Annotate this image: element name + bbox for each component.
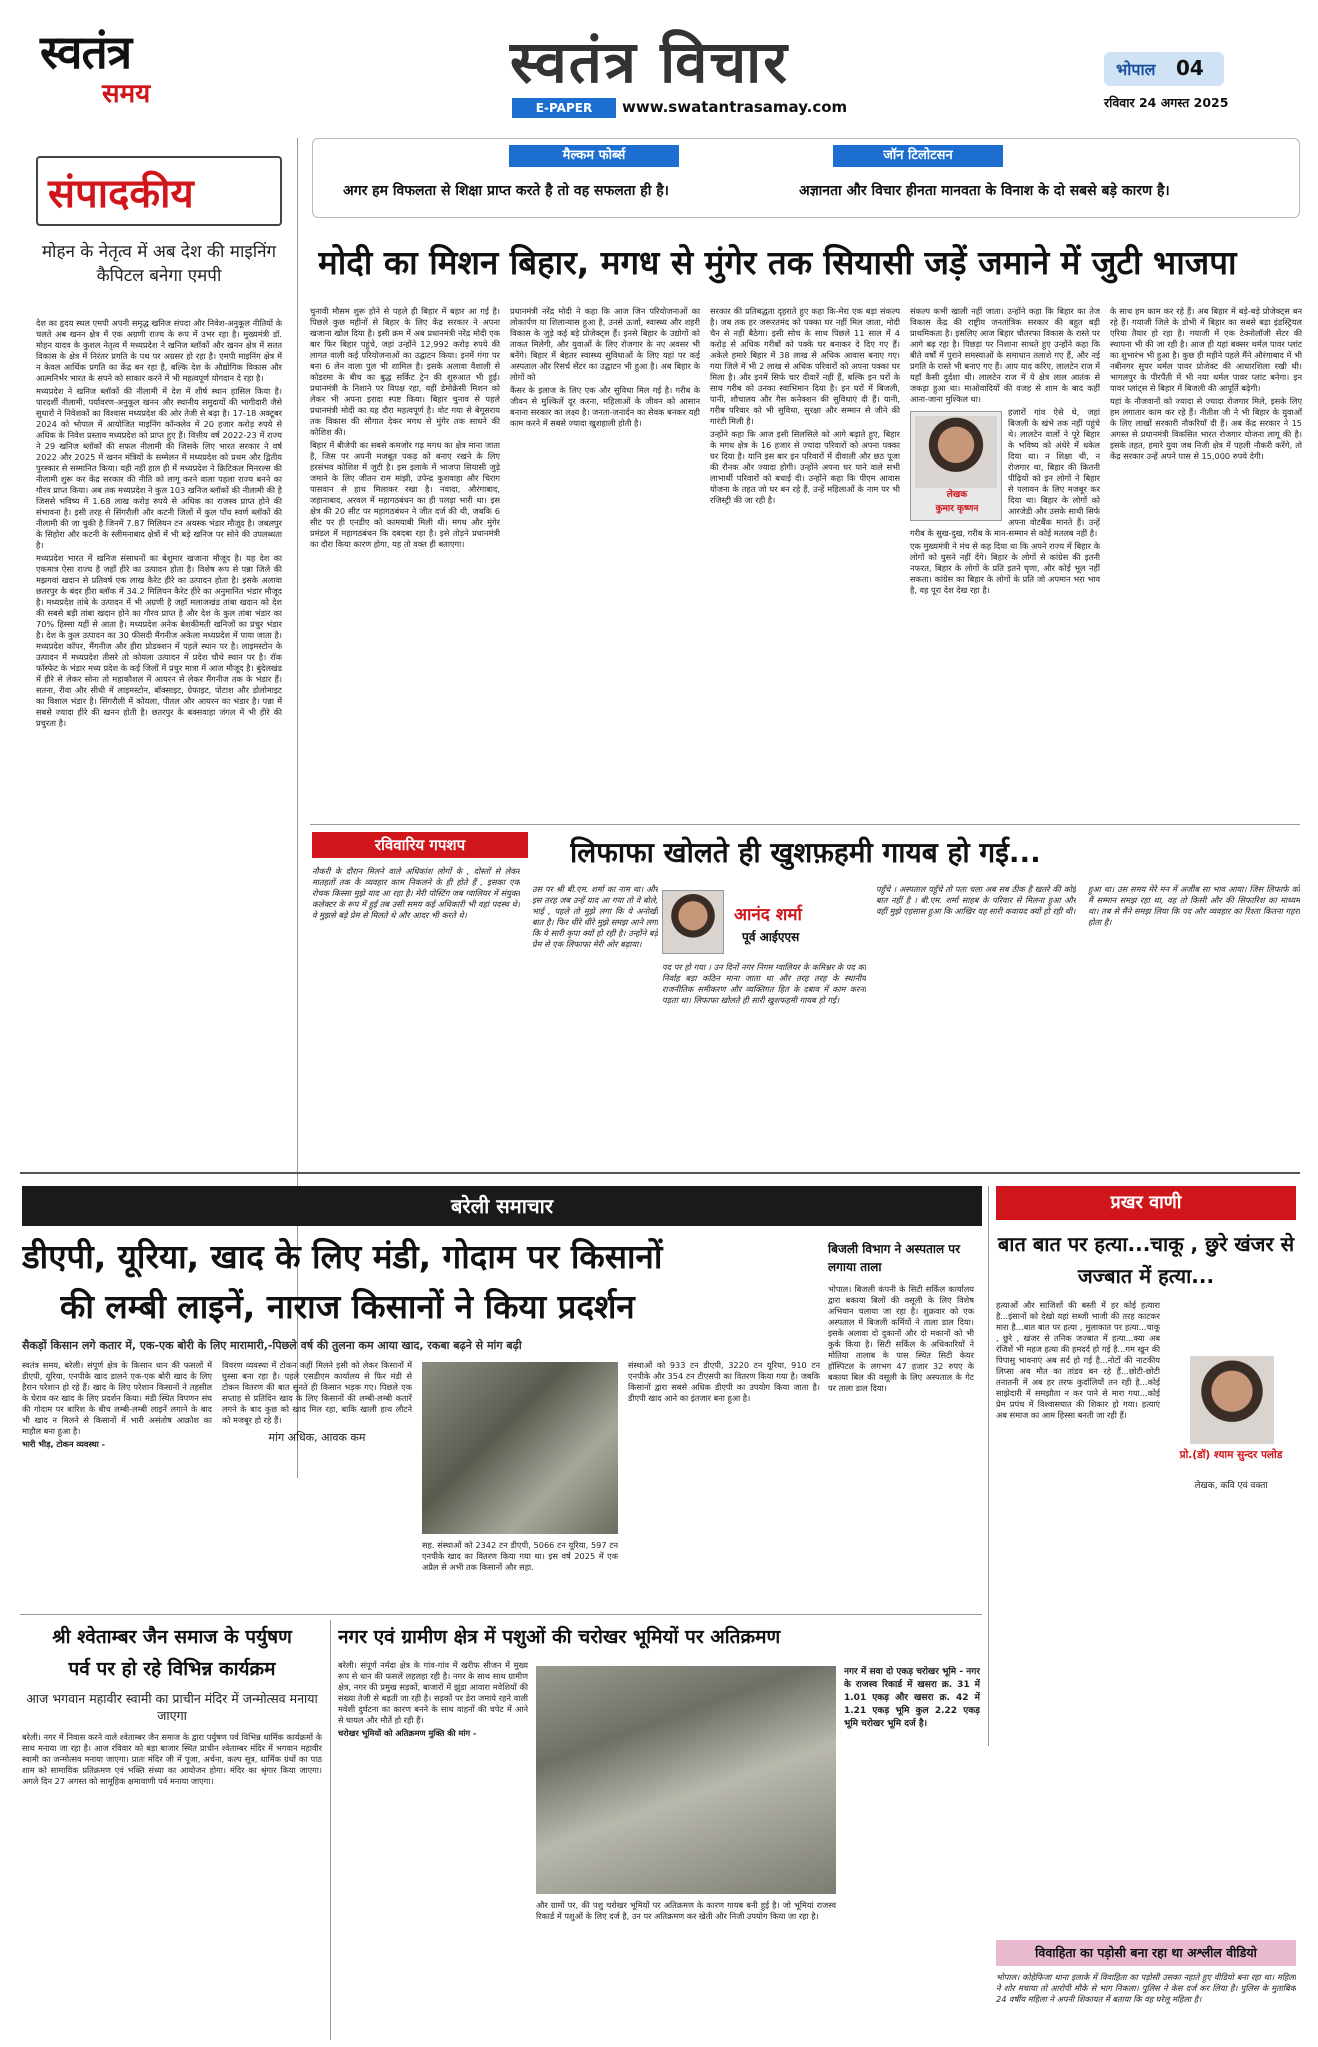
lead-para: यहां के नौजवानों को ज्यादा से ज्यादा रोजगार मिले, इसके लिए हम लगातार काम कर रहे हैं। नीतीश जी ने भी बिहार के युवाओं के लिए लाखों सरकारी नौकरियाँ दी हैं। अब केंद्र सरकार ने 15 अगस्त से प्रधानमंत्री विकसित भारत रोजगार योजना लागू की है। इसके तहत, हमारे युवा जब निजी क्षेत्र में पहली नौकरी करेंगे, तो केंद्र सरकार उन्हें अपने पास से 15,000 रुपये देगी।: [1110, 396, 1302, 461]
bareli-caption: सह. संस्थाओं को 2342 टन डीएपी, 5066 टन यूरिया, 597 टन एनपीके खाद का वितरण किया गया था। इस वर्ष 2025 में एक अप्रैल से अभी तक किसानों और सहा.: [422, 1540, 618, 1572]
logo-line2: समय: [102, 79, 151, 109]
lead-para: बिहार में बीजेपी का सबसे कमजोर गढ़ मगध का क्षेत्र माना जाता है, जिस पर अपनी मजबूत पकड़ को बनाए रखने के लिए हरसंभव कोशिश में जुटी है। इस इलाके में भाजपा सियासी जुड़े जमाने के लिए जीतन राम मांझी, उपेन्द्र कुशवाहा और चिराग पासवान से हाथ मिलाकर रखा है। नवादा, औरंगाबाद, जहानाबाद, अरवल में महागठबंधन का ही पलड़ा भारी था। इस क्षेत्र की 20 सीट पर महागठबंधन ने जीत दर्ज की थी, जबकि 6 सीट पर ही एनडीए को कामयाबी मिली थी। मगध और मुंगेर प्रमंडल में महागठबंधन कि दबदबा रहा है। इसे तोड़ने प्रधानमंत्री का दौरा किया कारण होगा, यह तो वक्त ही बताएगा।: [310, 440, 500, 549]
bareli-subhead-2: भारी भीड़, टोकन व्यवस्था -: [22, 1439, 106, 1449]
prakhar-headline: बात बात पर हत्या...चाकू , छुरे खंजर से जज्बात में हत्या...: [997, 1232, 1295, 1288]
jain-headline-2: पर्व पर हो रहे विभिन्न कार्यक्रम: [68, 1658, 276, 1680]
cattle-text-2: और ग्रामों पर, की पशु चरोखर भूमियों पर अतिक्रमण के कारण गायब बनी हुई है। जो भूमियां राजस्व रिकार्ड में पशुओं के लिए दर्ज है, उन पर अतिक्रमण कर खेती और निजी उपयोग किया जा रहा है।: [536, 1900, 836, 1921]
gapshap-col-5: हुआ था। उस समय मेरे मन में अजीब सा भाव आया। जिस लिफाफे को मैं सम्मान समझ रहा था, वह तो किसी और की सिफारिश का माध्यम था। तब से मैंने समझ लिया कि पद और व्यवहार का रिश्ता कितना गहरा होता है।: [1088, 884, 1300, 927]
lead-col-5: [1110, 306, 1302, 818]
bareli-subhead-3: मांग अधिक, आवक कम: [268, 1431, 366, 1444]
lead-para: के साथ हम काम कर रहे हैं। अब बिहार में बड़े-बड़े प्रोजेक्ट्स बन रहे हैं। गयाजी जिले के डोभी में बिहार का सबसे बड़ा इंडस्ट्रियल एरिया तैयार हो रहा है। गयाजी में एक टेक्नोलॉजी सेंटर की स्थापना भी की जा रही है। आज ही यहां बक्सर थर्मल पावर प्लांट का शुभारंभ भी हुआ है। कुछ ही महीने पहले मैंने औरंगाबाद में भी नबीनगर सुपर थर्मल पावर प्रोजेक्ट की आधारशिला रखी थी। भागलपुर के पीरपैंती में भी नया थर्मल पावर प्लांट बनेगा। इन पावर प्लांट्स से बिहार में बिजली की आपूर्ति बढ़ेगी।: [1110, 306, 1302, 393]
editorial-para: देश का हृदय स्थल एमपी अपनी समृद्ध खनिज संपदा और निवेश-अनुकूल नीतियों के चलते अब खनन क्षेत्र में एक अग्रणी राज्य के रूप में उभर रहा है। मुख्यमंत्री डॉ. मोहन यादव के कुशल नेतृत्व में मध्यप्रदेश ने खनिज ब्लॉकों और खनन क्षेत्र में सतत विकास के क्षेत्र में निरंतर प्रगति के पथ पर अग्रसर हो रहा है। एमपी माइनिंग क्षेत्र में न केवल आर्थिक प्रगति का केंद्र बन रहा है, बल्कि देश के औद्योगिक विकास और आत्मनिर्भर भारत के सपने को साकार करने में भी महत्वपूर्ण योगदान दे रहा है।: [36, 318, 282, 383]
bareli-para: विवरण व्यवस्था में टोकन कहीं मिलने इसी को लेकर किसानों में घुस्सा बना रहा है। पहले एसडीएम कार्यालय से फिर मंडी से टोकन वितरण की बात सुनते ही किसान भड़क गए। पिछले एक सप्ताह से प्रतिदिन खाद के लिए किसानों की लम्बी-लम्बी कतारें लगने के बाद कुछ को खाद मिल रहा, बाकि खाली हाथ लौटने को मजबूर हो रहे हैं।: [222, 1360, 412, 1425]
cattle-headline: नगर एवं ग्रामीण क्षेत्र में पशुओं की चरोखर भूमियों पर अतिक्रमण: [338, 1626, 781, 1648]
gapshap-label: रविवारिय गपशप: [312, 832, 528, 858]
issue-date: रविवार 24 अगस्त 2025: [1104, 95, 1229, 110]
cattle-para: बरेली। संपूर्ण नर्मदा क्षेत्र के गांव-गांव में खरीफ सीजन में मुख्य रूप से धान की फसलें लहलहा रही है। नगर के साथ साथ ग्रामीण क्षेत्र, नगर की प्रमुख सड़कों, बाजारों में झुंडा आवारा मवेशियों की संख्या तेजी से बढ़ती जा रही है। सड़कों पर डेरा जमाये रहने वाली मवेशी दुर्घटना का कारण बनने के साथ वाहनों की चपेट में आने से घायल और मौतें हो रही हैं।: [338, 1660, 528, 1725]
quotes-box: [312, 138, 1300, 218]
jain-text: बरेली। नगर में निवास करने वाले श्वेताम्बर जैन समाज के द्वारा पर्युषण पर्व विभिन्न धार्मिक कार्यक्रमों के साथ मनाया जा रहा है। आज रविवार को बड़ा बाजार स्थित प्राचीन श्वेताम्बर मंदिर में भगवान महावीर स्वामी का जन्मोत्सव मनाया जाएगा। प्रातः मंदिर जी में पूजा, अर्चना, कल्प सूत्र, धार्मिक ग्रंथों का पाठ शाम को सामायिक प्रतिक्रमण एवं भक्ति संध्या का आयोजन होगा। मंदिर का श्रृंगार किया जाएगा। अगले दिन 27 अगस्त को सामूहिक क्षमावाणी पर्व मनाया जाएगा।: [22, 1732, 322, 1786]
prakhar-author-box: [1166, 1356, 1296, 1526]
divider: [20, 1614, 982, 1615]
lead-col-2: [510, 306, 700, 818]
bareli-headline-1: डीएपी, यूरिया, खाद के लिए मंडी, गोदाम पर किसानों: [22, 1237, 663, 1276]
prakhar-text: [996, 1300, 1296, 1740]
lead-body: [310, 306, 1302, 818]
cattle-text: [338, 1660, 528, 2040]
lead-para: प्रधानमंत्री नरेंद्र मोदी ने कहा कि आज जिन परियोजनाओं का लोकार्पण या शिलान्यास हुआ है, उनसे ऊर्जा, स्वास्थ्य और शहरी विकास के जुड़े कई बड़े प्रोजेक्ट्स हैं। इनसे बिहार के उद्योगों को ताकत मिलेगी, और युवाओं के लिए रोजगार के नए अवसर भी बनेंगे। बिहार में बेहतर स्वास्थ्य सुविधाओं के लिए यहां पर कई अस्पताल और रिसर्च सेंटर का उद्घाटन भी हुआ है। अब बिहार के लोगों को: [510, 306, 700, 382]
divider: [988, 1186, 989, 1746]
author-photo: [915, 416, 997, 488]
bareli-col-2: [222, 1360, 412, 1610]
prakhar-author-name: प्रो.(डॉ) श्याम सुन्दर पलोड: [1179, 1449, 1283, 1461]
gapshap-col-2: उस पर श्री बी.एम. शर्मा का नाम था। और इस तरह जब उन्हें याद आ गया तो वे बोले, भाई , पहले तो मुझे लगा कि ये अनोखी बात है। फिर धीरे धीरे मुझे समझ आने लगा कि ये सारी कृपा क्यों हो रही है। उन्होंने बड़े प्रेम से एक लिफाफा मेरी ओर बढ़ाया।: [532, 884, 658, 949]
gapshap-body: [310, 866, 1302, 1158]
jain-headline-1: श्री श्वेताम्बर जैन समाज के पर्युषण: [52, 1626, 292, 1648]
masthead-title: स्वतंत्र विचार: [510, 28, 789, 96]
logo: [40, 20, 230, 110]
lead-para: चुनावी मौसम शुरू होने से पहले ही बिहार में बहार आ गई है। पिछले कुछ महीनों से बिहार के लिए केंद्र सरकार ने अपना खजाना खोल दिया है। इसी क्रम में अब प्रधानमंत्री नरेंद्र मोदी एक बार फिर बिहार पहुंचे, जहां उन्होंने 12,992 करोड़ रुपये की लागत वाली कई परियोजनाओं का उद्घाटन किया। इनमें गंगा पर बना 6 लेन वाला पुल भी शामिल है। इसके अलावा वैशाली से कोडरमा के बीच का बुद्ध सर्किट ट्रेन की शुरुआत भी हुई। प्रधानमंत्री के निशाने पर विपक्ष रहा, वहीं डेमोक्रेसी मिशन को लेकर भी अपना इरादा स्पष्ट किया। बिहार चुनाव से पहले प्रधानमंत्री मोदी का यह दौरा महत्वपूर्ण है। वोट गया से बेगूसराय तक विकास की सौगात देकर मगध से मुंगेर तक साधने की कोशिश की।: [310, 306, 500, 437]
gapshap-author-photo: [662, 890, 724, 954]
gapshap-headline: लिफाफा खोलते ही खुशफ़हमी गायब हो गई...: [570, 836, 1041, 869]
gapshap-col-3: पद पर हो गया । उन दिनों नगर निगम ग्वालियर के कमिश्नर के पद का निर्वाह बड़ा कठिन माना जाता था और तरह तरह के स्थानीय राजनीतिक समीकरण और व्यक्तिगत हित के दबाव में काम करना पड़ता था। लिफाफा खोलते ही सारी खुशफहमी गायब हो गई।: [662, 962, 866, 1005]
prakhar-label: प्रखर वाणी: [996, 1186, 1296, 1220]
bareli-headline-2: की लम्बी लाइनें, नाराज किसानों ने किया प्रदर्शन: [60, 1287, 635, 1326]
bareli-subhead: सैकड़ों किसान लगे कतार में, एक-एक बोरी के लिए मारामारी,-पिछले वर्ष की तुलना कम आया खाद, रकबा बढ़ने से मांग बढ़ी: [22, 1339, 522, 1352]
gapshap-author-title: पूर्व आईएएस: [742, 930, 800, 944]
editorial-label-box: [36, 156, 282, 226]
city: भोपाल: [1116, 60, 1156, 79]
author-name: कुमार कृष्णन: [935, 504, 979, 514]
bareli-side-text: भोपाल। बिजली कंपनी के सिटी सर्किल कार्यालय द्वारा बकाया बिलों की वसूली के लिए विशेष अभियान चलाया जा रहा है। शुक्रवार को एक अस्पताल में बिजली कर्मियों ने ताला डाल दिया। इसके अलावा दो दुकानों और दो मकानों को भी कुर्क किया है। सिटी सर्किल के अधिकारियों ने मोतिया तालाब के पास स्थित सिटी केयर हॉस्पिटल के लगभग 47 हजार 32 रुपए के बकाया बिल की वसूली के लिए अस्पताल के गेट पर ताला डाल दिया।: [828, 1284, 974, 1393]
bareli-col-4: संस्थाओं को 933 टन डीएपी, 3220 टन यूरिया, 910 टन एनपीके और 354 टन टीएसपी का वितरण किया गया है। जबकि किसानों द्वारा सबसे अधिक डीएपी का उपयोग किया जाता है। डीएपी खाद आने का इंतजार बना हुआ है।: [628, 1360, 820, 1403]
bareli-photo: [422, 1362, 618, 1534]
jain-subhead: आज भगवान महावीर स्वामी का प्राचीन मंदिर में जन्मोत्सव मनाया जाएगा: [26, 1691, 318, 1723]
logo-line1: स्वतंत्र: [40, 25, 132, 79]
lead-para: उन्होंने कहा कि आज इसी सिलसिले को आगे बढ़ाते हुए, बिहार के मगध क्षेत्र के 16 हजार से ज्यादा परिवारों को अपना पक्का घर दिया है। यानि इस बार इन परिवारों में दीवाली और छठ पूजा की रौनक और ज्यादा होगी। उन्होंने अपना घर पाने वाले सभी लाभार्थी परिवारों को बधाई दी। उन्होंने कहा कि पीएम आवास योजना के तहत जो घर बन रहे हैं, उन्हें महिलाओं के नाम पर भी रजिस्ट्री की जा रही है।: [710, 429, 900, 505]
prakhar-author-title: लेखक, कवि एवं वक्ता: [1194, 1481, 1268, 1491]
editorial-label: संपादकीय: [48, 171, 194, 217]
bareli-para: स्वतंत्र समय, बरेली। संपूर्ण क्षेत्र के किसान धान की फसलों में डीएपी, यूरिया, एनपीके खाद डालने एक-एक बोरी खाद के लिए हैरान परेशान हो रहे हैं। खाद के लिए परेशान किसानों ने तहसील के घेराव कर खाद के लिए प्रदर्शन किया। मंडी स्थित विपणन संघ की गोदाम पर बारिश के बीच लम्बी-लम्बी लाइनें लगाने के बाद भी खाद न मिलने से किसानों में भारी असंतोष आक्रोश का माहौल बना हुआ है।: [22, 1360, 212, 1436]
prakhar-author-photo: [1190, 1356, 1274, 1444]
epaper-badge: E-PAPER: [512, 98, 616, 118]
cattle-subhead: चरोखर भूमियों को अतिक्रमण मुक्ति की मांग -: [338, 1728, 477, 1738]
gapshap-col-4: पहुँचे । अस्पताल पहुँचे तो पता चला अब सब ठीक है खतरे की कोई बात नहीं है । बी.एम. शर्मा साहब के परिवार से मिलना हुआ और वहीं मुझे एहसास हुआ कि आखिर यह सारी कवायद क्यों हो रही थी।: [876, 884, 1076, 916]
quote-text-2: अज्ञानता और विचार हीनता मानवता के विनाश के दो सबसे बड़े कारण है।: [799, 183, 1170, 199]
lead-para: कैंसर के इलाज के लिए एक और सुविधा मिल गई है। गरीब के जीवन से मुश्किलें दूर करना, महिलाओं के जीवन को आसान बनाना सरकार का लक्ष्य है। जनता-जनार्दन का सेवक बनकर यही काम करने में सबसे ज्यादा खुशहाली होती है।: [510, 385, 700, 428]
bareli-label: बरेली समाचार: [22, 1186, 982, 1226]
lead-col-3: [710, 306, 900, 818]
lead-para: हजारों गांव ऐसे थे, जहां बिजली के खंभे तक नहीं पहुंचे थे। लालटेन वालों ने पूरे बिहार के भविष्य को अंधेरे में धकेल दिया था। न शिक्षा थी, न रोजगार था, बिहार की कितनी पीढ़ियों को इन लोगों ने बिहार से पलायन के लिए मजबूर कर दिया था। बिहार के लोगों को आरजेडी और उसके साथी सिर्फ अपना वोटबैंक मानते हैं। उन्हें गरीब के सुख-दुख, गरीब के मान-सम्मान से कोई मतलब नहीं है।: [910, 407, 1100, 538]
divider: [310, 824, 1300, 825]
gapshap-col-1: नौकरी के दौरान मिलने वाले अधिकांश लोगों के , दोस्तों से लेकर मातहतों तक के व्यवहार काम निकलने के ही होते हैं , इसका एक रोचक किस्सा मुझे याद आ रहा है। मेरी पोस्टिंग जब ग्वालियर में संयुक्त कलेक्टर के रूप में हुई तब उसी समय कई अधिकारी भी वहां पदस्थ थे। वे मुझसे बड़े प्रेम से मिलते थे और आदर भी करते थे।: [312, 866, 520, 920]
cattle-photo: [536, 1666, 836, 1894]
city-badge: [1104, 52, 1224, 86]
page-number: 04: [1176, 56, 1204, 80]
video-headline: विवाहिता का पड़ोसी बना रहा था अश्लील वीडियो: [996, 1940, 1296, 1966]
editorial-para: मध्यप्रदेश ने खनिज ब्लॉकों की नीलामी में देश में शीर्ष स्थान हासिल किया है। पारदर्शी नीलामी, पर्यावरण-अनुकूल खनन और स्थानीय समुदायों की भागीदारी जैसे सुधारों ने निवेशकों का विश्वास मध्यप्रदेश की ओर तेजी से बढ़ा है। 17-18 अक्टूबर 2024 को भोपाल में आयोजित माइनिंग कॉन्क्लेव में 20 हजार करोड़ रुपये से अधिक के निवेश प्रस्ताव मध्यप्रदेश को प्राप्त हुए हैं। वित्तीय वर्ष 2022-23 में राज्य ने 29 खनिज ब्लॉकों की सफल नीलामी की जिसके लिए भारत सरकार ने वर्ष 2022 और 2025 में खनन मंत्रियों के सम्मेलन में मध्यप्रदेश को प्रथम और द्वितीय पुरस्कार से सम्मानित किया। यही नहीं हाल ही में मध्यप्रदेश ने क्रिटिकल मिनरल्स की नीलामी शुरू कर केंद्र सरकार की नीति को लागू करने वाला पहला राज्य बनने का गौरव प्राप्त किया। अब तक मध्यप्रदेश ने कुल 103 खनिज ब्लॉकों की नीलामी की है जिससे भविष्य में 1.68 लाख करोड़ रुपये से अधिक का राजस्व प्राप्त होने की संभावना है। इसी तरह से सिंगरौली और कटनी जिलों में कुल पाँच स्वर्ण ब्लॉकों की नीलामी की जा चुकी है जिनमें 7.87 मिलियन टन अयस्क भंडार मौजूद है। जबलपुर के सिहोरा और कटनी के स्लीमनाबाद क्षेत्रों में भी बड़े खनिज पर सोने की उपलब्धता है।: [36, 386, 282, 550]
cattle-sidebox: नगर में सवा दो एकड़ चरोखर भूमि - नगर के राजस्व रिकार्ड में खसरा क्र. 31 में 1.01 एकड़ और खसरा क्र. 42 में 1.21 एकड़ भूमि कुल 2.22 एकड़ भूमि चरोखर भूमि दर्ज है।: [844, 1667, 980, 1729]
bareli-body: [22, 1360, 822, 1610]
author-photo-box: [910, 411, 1002, 521]
lead-col-4: [910, 306, 1100, 818]
quote-author-2: जॉन टिलोटसन: [833, 145, 1003, 167]
masthead: [0, 0, 1318, 122]
lead-para: एक मुख्यमंत्री ने मंच से कह दिया था कि अपने राज्य में बिहार के लोगों को घुसने नहीं देंगे। बिहार के लोगों से कांग्रेस की इतनी नफरत, बिहार के लोगों के प्रति इतने घृणा, और कोई भूल नहीं सकता। कांग्रेस का बिहार के लोगों के प्रति जो अपमान भरा भाव है, वह पूरा देश देख रहा है।: [910, 541, 1100, 595]
editorial-para: मध्यप्रदेश भारत में खनिज संसाधनों का बेशुमार खजाना मौजूद है। यह देश का एकमात्र ऐसा राज्य है जहाँ हीरे का उत्पादन होता है। विशेष रूप से पन्ना जिले की मझगवां खदान से प्रतिवर्ष एक लाख कैरेट हीरे का उत्पादन होता है। इसके अलावा छतरपुर के बंदर हीरा ब्लॉक में 34.2 मिलियन कैरेट हीरे का अनुमानित भंडार मौजूद है। मध्यप्रदेश तांबे के उत्पादन में भी अग्रणी है जहाँ मलाजखंड तांबा खदान को देश की सबसे बड़ी तांबा खदान होने का गौरव प्राप्त है और देश के कुल तांबा भंडार का 70% हिस्सा यहीं से आता है। मध्यप्रदेश अनेक बेशकीमती खनिजों का प्रचुर भंडार है। देश के कुल उत्पादन का 30 फीसदी मैंगनीज अकेला मध्यप्रदेश में पाया जाता है। मध्यप्रदेश कॉपर, मैंगनीज और हीरा प्रोडक्शन में पहले स्थान पर है। लाइमस्टोन के उत्पादन में मध्यप्रदेश तीसरे तो कोयला उत्पादन में प्रदेश चौथे स्थान पर है। रॉक फॉस्फेट के भंडार मध्य प्रदेश के कई जिलों में प्रचुर मात्रा में आज मौजूद है। बुंदेलखंड में हीरे से लेकर सोना तो महाकौशल में आयरन से लेकर मैंगनीज तक के भंडार हैं। सतना, रीवा और सीधी में लाइमस्टोन, बॉक्साइट, ग्रेफाइट, पोटाश और डोलोमाइट का विशाल भंडार है। सिंगरौली में कोयला, पीतल और आयरन का भंडार है। पन्ना में सबसे ज्यादा हीरे की खनन होती है। छतरपुर के बक्सवाहा जंगल में भी हीरे की प्रचुरता है।: [36, 553, 282, 728]
lead-para: सरकार की प्रतिबद्धता दृहराते हुए कहा कि-मेरा एक बड़ा संकल्प है। जब तक हर जरूरतमंद को पक्का घर नहीं मिल जाता, मोदी चैन से नहीं बैठेगा। इसी सोच के साथ पिछले 11 साल में 4 करोड़ से अधिक गरीबों को पक्के घर बनाकर दे दिए गए हैं। अकेले हमारे बिहार में 38 लाख से अधिक आवास बनाए गए। गया जिले में भी 2 लाख से अधिक परिवारों को अपना पक्का घर मिला है। और इनमें सिर्फ चार दीवारें नहीं हैं, बल्कि इन घरों के साथ गरीब को उनका स्वाभिमान दिया है। इन घरों में बिजली, पानी, शौचालय और गैस कनेक्शन की सुविधाएं दी हैं। यानी, गरीब परिवार को भी सुविधा, सुरक्षा और सम्मान से जीने की गारंटी मिली है।: [710, 306, 900, 426]
lead-para: संकल्प कभी खाली नहीं जाता। उन्होंने कहा कि बिहार का तेज विकास केंद्र की राष्ट्रीय जनतांत्रिक सरकार की बहुत बड़ी प्राथमिकता है। इसलिए आज बिहार चौतरफा विकास के रास्ते पर आगे बढ़ रहा है। पिछड़ा पर निशाना साधते हुए उन्होंने कहा कि बीते वर्षों में पुराने समस्याओं के समाधान तलाशे गए हैं, और नई प्रगति के रास्ते भी बनाए गए हैं। आप याद करिए, लालटेन राज में यहाँ कैसी दुर्दशा थी। लालटेन राज में ये क्षेत्र लाल आतंक से जकड़ा हुआ था। माओवादियों की वजह से शाम के बाद कहीं आना-जाना मुश्किल था।: [910, 306, 1100, 404]
bareli-side-headline: बिजली विभाग ने अस्पताल पर लगाया ताला: [828, 1242, 961, 1274]
author-label: लेखक: [946, 490, 968, 500]
bareli-col-1: [22, 1360, 212, 1610]
quote-author-1: मैल्कम फोर्ब्स: [509, 145, 679, 167]
video-text: भोपाल। कोहेफिजा थाना इलाके में विवाहिता का पड़ोसी उसका नहाते हुए वीडियो बना रहा था। महिला ने शोर मचाया तो आरोपी मौके से भाग निकला। पुलिस ने केस दर्ज कर लिया है। पुलिस के मुताबिक 24 वर्षीय महिला ने अपनी शिकायत में बताया कि वह घरेलू महिला है।: [996, 1972, 1296, 2004]
site-url[interactable]: www.swatantrasamay.com: [622, 98, 848, 116]
editorial-headline: मोहन के नेतृत्व में अब देश की माइनिंग कैपिटल बनेगा एमपी: [41, 242, 277, 286]
divider: [20, 1172, 1300, 1174]
lead-headline: मोदी का मिशन बिहार, मगध से मुंगेर तक सियासी जड़ें जमाने में जुटी भाजपा: [318, 243, 1237, 282]
lead-col-1: [310, 306, 500, 818]
prakhar-para: हत्याओं और साजिशों की बस्ती में हर कोई हत्यारा है...इंसानों को देखो यहां सब्जी भाजी की तरह काटकर मारा है...बात बात पर हत्या , मुलाकात पर हत्या...चाकू , छुरे , खंजर से तनिक जज्बात में हत्या...क्या अब रंजिशें भी महज हत्या की हमदर्द हो गई है...गम खुन की पिपासु भावनाएं अब सर्द हो गई है...नोटों की नाटकीय लिप्सा अब मौत का तांडव बन रहे हैं...छोटी-छोटी तनातनी में अब हर तरफ कुर्दालियों तन रही है...कोई साझेदारी में समझौता न कर पाने से मारा गया...कोई प्रेम प्रपंच में विश्वासघात की शिकार हो गया। हत्याएं अब समाज का आम हिस्सा बनती जा रही हैं।: [996, 1300, 1160, 1420]
quote-text-1: अगर हम विफलता से शिक्षा प्राप्त करते है तो वह सफलता ही है।: [343, 183, 669, 199]
divider: [330, 1620, 331, 2040]
gapshap-author-name: आनंद शर्मा: [734, 905, 802, 925]
